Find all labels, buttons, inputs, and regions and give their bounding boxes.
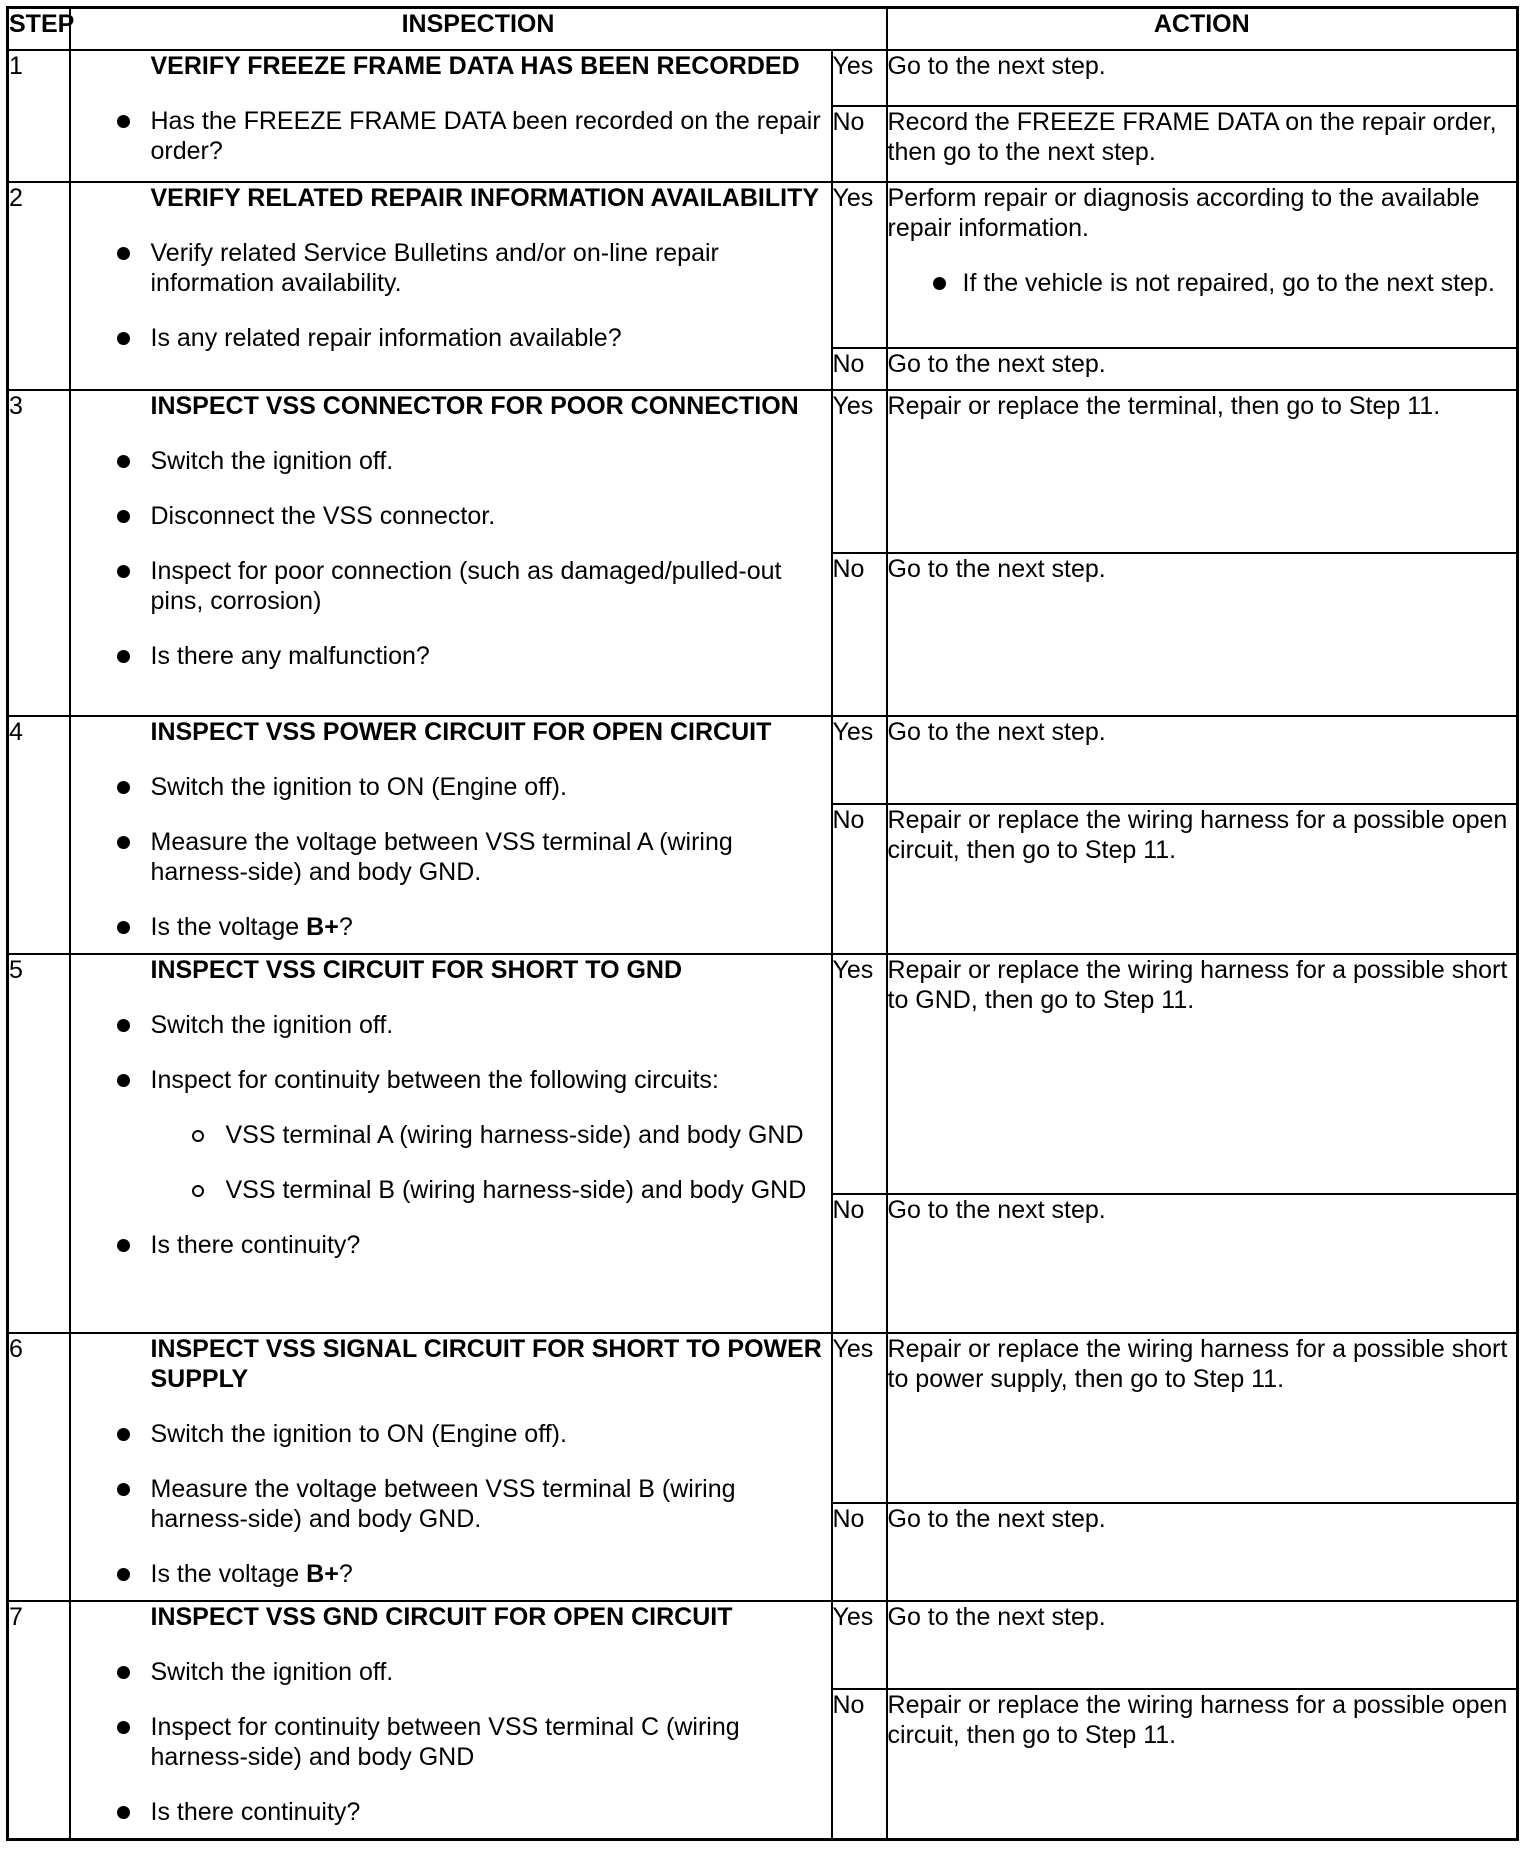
step-number: 2 — [8, 182, 70, 390]
step-row — [8, 1333, 1518, 1503]
yes-label: Yes — [832, 390, 887, 553]
step-number: 1 — [8, 50, 70, 182]
inspection-bullet: Switch the ignition off. — [71, 1010, 831, 1040]
yes-label: Yes — [832, 1601, 887, 1689]
no-label: No — [832, 804, 887, 954]
step-row — [8, 954, 1518, 1194]
step-row — [8, 50, 1518, 106]
no-action: Repair or replace the wiring harness for a possible open circuit, then go to Step 11. — [887, 804, 1518, 954]
step-number: 5 — [8, 954, 70, 1333]
yes-label: Yes — [832, 50, 887, 106]
inspection-bullet: Measure the voltage between VSS terminal A (wiring harness-side) and body GND. — [71, 827, 831, 887]
no-action: Go to the next step. — [887, 553, 1518, 716]
no-label: No — [832, 106, 887, 182]
inspection-bullet: Has the FREEZE FRAME DATA been recorded on the repair order? — [71, 106, 831, 166]
yes-action: Repair or replace the wiring harness for a possible short to GND, then go to Step 11. — [887, 954, 1518, 1194]
no-action: Repair or replace the wiring harness for a possible open circuit, then go to Step 11. — [887, 1689, 1518, 1839]
yes-label: Yes — [832, 1333, 887, 1503]
inspection-bullet: Is there continuity? — [71, 1797, 831, 1827]
inspection-title: INSPECT VSS CIRCUIT FOR SHORT TO GND — [150, 956, 683, 984]
header-inspection: INSPECTION — [70, 8, 887, 51]
yes-action-cell — [887, 182, 1518, 348]
no-label: No — [832, 1194, 887, 1333]
inspection-question — [71, 1559, 831, 1589]
no-label: No — [832, 553, 887, 716]
question-text: Is the voltage — [150, 913, 307, 941]
inspection-cell — [70, 1333, 832, 1601]
step-number: 7 — [8, 1601, 70, 1839]
inspection-bullet: Switch the ignition to ON (Engine off). — [71, 1419, 831, 1449]
inspection-bullet: Is any related repair information available? — [71, 323, 831, 353]
yes-action: Go to the next step. — [887, 1601, 1518, 1689]
inspection-title: INSPECT VSS SIGNAL CIRCUIT FOR SHORT TO POWER SUPPLY — [150, 1335, 822, 1393]
step-number: 4 — [8, 716, 70, 954]
inspection-cell — [70, 1601, 832, 1839]
step-row — [8, 716, 1518, 804]
inspection-bullet: Switch the ignition off. — [71, 1657, 831, 1687]
yes-label: Yes — [832, 954, 887, 1194]
step-row — [8, 182, 1518, 348]
yes-label: Yes — [832, 716, 887, 804]
header-step: STEP — [8, 8, 70, 51]
inspection-title: VERIFY FREEZE FRAME DATA HAS BEEN RECORDED — [150, 52, 800, 80]
inspection-title: VERIFY RELATED REPAIR INFORMATION AVAILABILITY — [150, 184, 820, 212]
no-action: Go to the next step. — [887, 1194, 1518, 1333]
question-bold: B+ — [306, 913, 339, 941]
no-label: No — [832, 1503, 887, 1601]
step-row — [8, 390, 1518, 553]
inspection-bullet: Switch the ignition to ON (Engine off). — [71, 772, 831, 802]
no-label: No — [832, 1689, 887, 1839]
inspection-question: Is there continuity? — [71, 1230, 831, 1260]
yes-action: Repair or replace the terminal, then go to Step 11. — [887, 390, 1518, 553]
inspection-title: INSPECT VSS POWER CIRCUIT FOR OPEN CIRCUIT — [150, 718, 772, 746]
inspection-sub-bullet: VSS terminal B (wiring harness-side) and body GND — [71, 1175, 831, 1205]
inspection-cell — [70, 954, 832, 1333]
no-action: Go to the next step. — [887, 348, 1518, 390]
yes-action: Perform repair or diagnosis according to the available repair information. — [887, 184, 1480, 242]
diagnostic-table — [6, 6, 1519, 1841]
inspection-bullet: Inspect for poor connection (such as damaged/pulled-out pins, corrosion) — [71, 556, 831, 616]
header-row — [8, 8, 1518, 51]
inspection-title: INSPECT VSS GND CIRCUIT FOR OPEN CIRCUIT — [150, 1603, 733, 1631]
inspection-cell — [70, 50, 832, 182]
inspection-bullet: Measure the voltage between VSS terminal B (wiring harness-side) and body GND. — [71, 1474, 831, 1534]
question-suffix: ? — [338, 1560, 353, 1588]
inspection-bullet: Inspect for continuity between VSS terminal C (wiring harness-side) and body GND — [71, 1712, 831, 1772]
yes-action: Go to the next step. — [887, 716, 1518, 804]
no-action: Record the FREEZE FRAME DATA on the repair order, then go to the next step. — [887, 106, 1518, 182]
yes-action: Go to the next step. — [887, 50, 1518, 106]
yes-action: Repair or replace the wiring harness for a possible short to power supply, then go to Step 11. — [887, 1333, 1518, 1503]
step-number: 3 — [8, 390, 70, 716]
inspection-title: INSPECT VSS CONNECTOR FOR POOR CONNECTION — [150, 392, 799, 420]
inspection-cell — [70, 182, 832, 390]
inspection-cell — [70, 716, 832, 954]
inspection-bullet: Verify related Service Bulletins and/or on-line repair information availability. — [71, 238, 831, 298]
question-text: Is the voltage — [150, 1560, 307, 1588]
inspection-sub-bullet: VSS terminal A (wiring harness-side) and body GND — [71, 1120, 831, 1150]
header-action: ACTION — [887, 8, 1518, 51]
inspection-bullet: Is there any malfunction? — [71, 641, 831, 671]
no-action: Go to the next step. — [887, 1503, 1518, 1601]
inspection-bullet: Inspect for continuity between the following circuits: — [71, 1065, 831, 1095]
inspection-question — [71, 912, 831, 942]
action-bullet: If the vehicle is not repaired, go to the next step. — [888, 268, 1517, 298]
question-bold: B+ — [306, 1560, 339, 1588]
inspection-bullet: Switch the ignition off. — [71, 446, 831, 476]
yes-label: Yes — [832, 182, 887, 348]
inspection-cell — [70, 390, 832, 716]
inspection-bullet: Disconnect the VSS connector. — [71, 501, 831, 531]
step-number: 6 — [8, 1333, 70, 1601]
question-suffix: ? — [338, 913, 353, 941]
step-row — [8, 1601, 1518, 1689]
no-label: No — [832, 348, 887, 390]
